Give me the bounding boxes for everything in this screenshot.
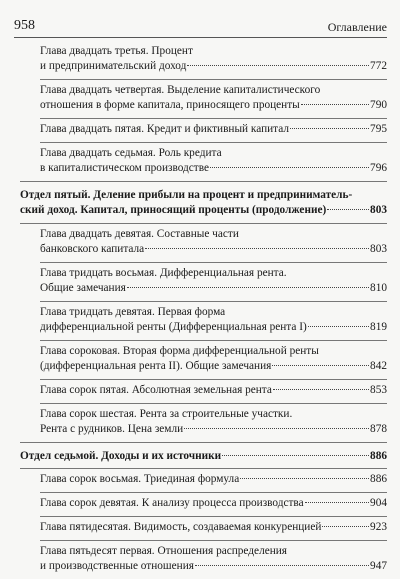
entry-separator <box>40 340 387 341</box>
entry-separator <box>40 79 387 80</box>
dot-leader <box>290 128 369 129</box>
entry-separator <box>40 262 387 263</box>
toc-entry-title-line: Рента с рудников. Цена земли <box>40 422 184 435</box>
dot-leader <box>195 565 369 566</box>
toc-chapter-entry[interactable] <box>20 520 387 535</box>
toc-entry-title-line: Отдел седьмой. Доходы и их источники <box>20 449 222 462</box>
dot-leader <box>308 326 369 327</box>
toc-chapter-entry[interactable] <box>20 146 387 176</box>
entry-separator <box>40 301 387 302</box>
toc-entry-title-line: Глава сорок шестая. Рента за строительные участки. <box>40 407 293 420</box>
toc-page-number: 842 <box>370 360 387 372</box>
toc-page-number: 853 <box>370 383 387 396</box>
table-of-contents <box>20 44 387 579</box>
page-header <box>14 18 387 38</box>
toc-page-number: 790 <box>370 99 387 112</box>
entry-separator <box>20 181 387 182</box>
toc-entry-title-line: Глава двадцать девятая. Составные части <box>40 227 239 240</box>
toc-entry-title-line: Глава двадцать четвертая. Выделение капиталистического <box>40 84 321 96</box>
entry-separator <box>40 540 387 541</box>
dot-leader <box>240 478 369 479</box>
toc-entry-title-line: Глава пятьдесят первая. Отношения распределения <box>40 544 288 557</box>
dot-leader <box>145 248 369 249</box>
toc-entry-title-line: Глава двадцать пятая. Кредит и фиктивный капитал <box>40 123 290 135</box>
entry-separator <box>40 142 387 143</box>
toc-entry-title-line: Глава сороковая. Вторая форма дифференциальной ренты <box>40 344 319 357</box>
toc-entry-title-line: и производственные отношения <box>40 559 194 572</box>
toc-entry-title-line: Отдел пятый. Деление прибыли на процент и предприниматель- <box>20 188 353 201</box>
toc-chapter-entry[interactable] <box>20 383 387 398</box>
toc-entry-title-line: и предпринимательский доход <box>40 60 187 73</box>
toc-chapter-entry[interactable] <box>20 83 387 113</box>
entry-separator <box>40 379 387 380</box>
toc-chapter-entry[interactable] <box>20 472 387 487</box>
toc-page-number: 772 <box>370 60 387 73</box>
toc-page-number: 796 <box>370 162 387 174</box>
entry-separator <box>40 403 387 404</box>
toc-entry-title-line: Глава тридцать девятая. Первая форма <box>40 305 226 318</box>
toc-entry-title-line: Глава тридцать восьмая. Дифференциальная рента. <box>40 266 287 279</box>
toc-entry-title-line: отношения в форме капитала, приносящего проценты <box>40 99 300 112</box>
dot-leader <box>273 389 369 390</box>
toc-entry-title-line: Глава двадцать третья. Процент <box>40 45 193 57</box>
toc-entry-title-line: банковского капитала <box>40 243 145 255</box>
toc-entry-title-line: Глава сорок восьмая. Триединая формула <box>40 473 240 486</box>
toc-chapter-entry[interactable] <box>20 344 387 374</box>
dot-leader <box>327 209 369 210</box>
toc-entry-title-line: Глава сорок пятая. Абсолютная земельная рента <box>40 383 272 396</box>
toc-chapter-entry[interactable] <box>20 122 387 137</box>
toc-entry-title-line: в капиталистическом производстве <box>40 162 210 174</box>
dot-leader <box>322 526 369 527</box>
toc-entry-title-line: Глава пятидесятая. Видимость, создаваемая конкуренцией <box>40 520 322 533</box>
toc-page-number: 810 <box>370 282 387 294</box>
toc-entry-title-line: ский доход. Капитал, приносящий проценты (продолжение) <box>20 204 327 216</box>
entry-separator <box>20 468 387 469</box>
entry-separator <box>20 442 387 443</box>
toc-chapter-entry[interactable] <box>20 544 387 574</box>
toc-page-number: 947 <box>370 559 387 572</box>
entry-separator <box>40 118 387 119</box>
header-rule <box>14 37 387 38</box>
toc-page-number: 878 <box>370 422 387 435</box>
entry-separator <box>40 492 387 493</box>
toc-chapter-entry[interactable] <box>20 305 387 335</box>
toc-chapter-entry[interactable] <box>20 496 387 511</box>
toc-page-number: 886 <box>370 449 387 462</box>
dot-leader <box>222 455 369 456</box>
toc-page-number: 923 <box>370 520 387 533</box>
toc-entry-title-line: Общие замечания <box>40 282 126 294</box>
dot-leader <box>187 65 369 66</box>
toc-page-number: 803 <box>370 243 387 255</box>
dot-leader <box>184 428 369 429</box>
toc-page-number: 904 <box>370 497 387 510</box>
toc-entry-title-line: (дифференциальная рента II). Общие замечания <box>40 360 272 372</box>
toc-page-number: 819 <box>370 321 387 333</box>
toc-page-number: 886 <box>370 473 387 486</box>
toc-chapter-entry[interactable] <box>20 266 387 296</box>
toc-chapter-entry[interactable] <box>20 227 387 257</box>
toc-entry-title-line: Глава сорок девятая. К анализу процесса производства <box>40 497 304 510</box>
toc-part-entry[interactable] <box>20 449 387 464</box>
dot-leader <box>127 287 369 288</box>
toc-chapter-entry[interactable] <box>20 44 387 74</box>
toc-entry-title-line: дифференциальной ренты (Дифференциальная рента I) <box>40 321 307 333</box>
entry-separator <box>20 223 387 224</box>
toc-page-number: 795 <box>370 123 387 135</box>
entry-separator <box>40 516 387 517</box>
dot-leader <box>210 167 369 168</box>
dot-leader <box>305 502 369 503</box>
page-number: 958 <box>14 18 35 33</box>
toc-part-entry[interactable] <box>20 188 387 218</box>
dot-leader <box>272 365 369 366</box>
toc-entry-title-line: Глава двадцать седьмая. Роль кредита <box>40 146 222 159</box>
toc-page-number: 803 <box>370 204 387 216</box>
toc-chapter-entry[interactable] <box>20 407 387 437</box>
running-title: Оглавление <box>327 20 387 34</box>
dot-leader <box>301 104 369 105</box>
